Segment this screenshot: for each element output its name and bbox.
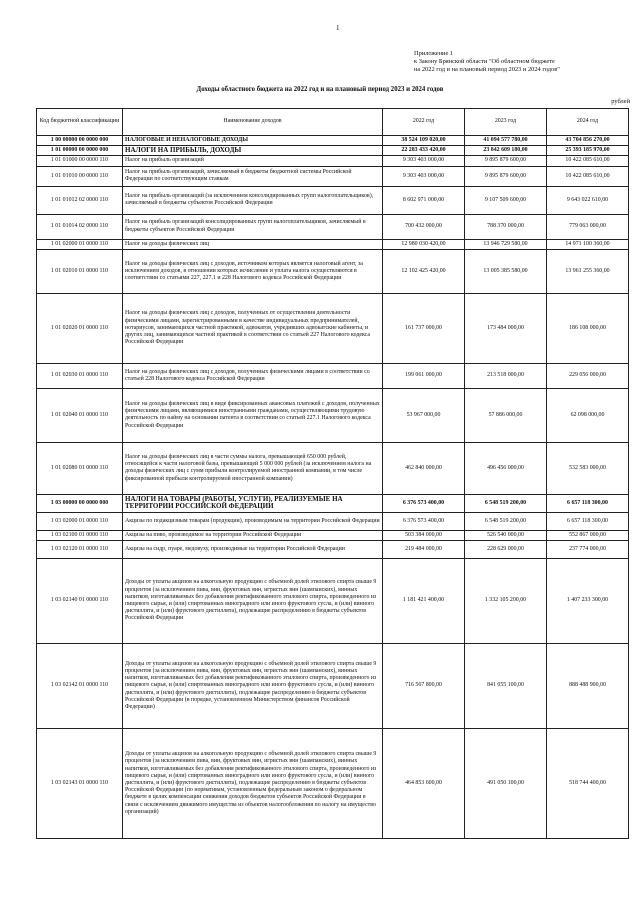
cell-name: Акцизы на сидр, пуаре, медовуху, производимые на территории Российской Федерации <box>123 541 383 559</box>
table-row <box>37 541 629 559</box>
page-number: 1 <box>336 24 340 32</box>
cell-amount-2024: 552 867 000,00 <box>547 530 629 540</box>
cell-amount-2023: 41 094 577 780,00 <box>465 136 547 146</box>
cell-code: 1 01 02020 01 0000 110 <box>37 293 123 363</box>
cell-amount-2023: 491 050 100,00 <box>465 729 547 839</box>
document-title: Доходы областного бюджета на 2022 год и на плановый период 2023 и 2024 годов <box>196 86 444 93</box>
cell-amount-2024: 10 422 085 610,00 <box>547 156 629 166</box>
table-row <box>37 293 629 363</box>
cell-amount-2022: 199 061 000,00 <box>383 363 465 388</box>
cell-name: Доходы от уплаты акцизов на алкогольную продукцию с объемной долей этилового спирта свыше 9 процентов (за исключением пива, вин, фруктовых вин, игристых вин (шампанских), винных напитков, изготавливаемых без добавления ректификованного этилового спирта, произведенного из пищевого сырья, и (или) спиртованных виноградного или иного фруктового сусла, и (или) винного дистиллята, и (или) фруктового дистиллята), подлежащие распределению в бюджеты субъектов Российской Федерации <box>123 559 383 644</box>
cell-amount-2023: 526 540 000,00 <box>465 530 547 540</box>
cell-amount-2024: 888 488 900,00 <box>547 644 629 729</box>
cell-amount-2024: 14 971 100 360,00 <box>547 239 629 249</box>
table-row <box>37 530 629 540</box>
table-body <box>37 136 629 839</box>
cell-amount-2024: 237 774 000,00 <box>547 541 629 559</box>
cell-code: 1 03 02140 01 0000 110 <box>37 559 123 644</box>
appendix-line-1: Приложение 1 <box>414 50 454 57</box>
cell-name: Доходы от уплаты акцизов на алкогольную продукцию с объемной долей этилового спирта свыше 9 процентов (за исключением пива, вин, фруктовых вин, игристых вин (шампанских), винных напитков, изготавливаемых без добавления ректификованного этилового спирта, произведенного из пищевого сырья, и (или) спиртованных виноградного или иного фруктового сусла, и (или) винного дистиллята, и (или) фруктового дистиллята), подлежащие распределению в бюджеты субъектов Российской Федерации (по нормативам, установленным федеральным законом о федеральном бюджете в целях компенсации снижения доходов бюджетов субъектов Российской Федерации в связи с исключением движимого имущества из объектов налогообложения по налогу на имущество организаций) <box>123 729 383 839</box>
cell-amount-2022: 9 303 403 000,00 <box>383 166 465 186</box>
cell-name: Налог на прибыль организаций консолидированных групп налогоплательщиков, зачисляемый в бюджеты субъектов Российской Федерации <box>123 214 383 239</box>
cell-amount-2024: 186 108 000,00 <box>547 293 629 363</box>
cell-amount-2022: 53 967 000,00 <box>383 388 465 442</box>
cell-code: 1 01 02030 01 0000 110 <box>37 363 123 388</box>
cell-name: Налог на доходы физических лиц в части суммы налога, превышающей 650 000 рублей, относящейся к части налоговой базы, превышающей 5 000 000 рублей (за исключением налога на доходы физических лиц с сумм прибыли контролируемой иностранной компании, в том числе фиксированной прибыли контролируемой иностранной компании) <box>123 442 383 494</box>
cell-amount-2022: 464 853 600,00 <box>383 729 465 839</box>
cell-name: Налог на доходы физических лиц в виде фиксированных авансовых платежей с доходов, полученных физическими лицами, являющимися иностранными гражданами, осуществляющими трудовую деятельность по найму на основании патента в соответствии со статьей 227.1 Налогового кодекса Российской Федерации <box>123 388 383 442</box>
cell-amount-2024: 13 961 255 360,00 <box>547 249 629 293</box>
cell-amount-2024: 10 422 085 610,00 <box>547 166 629 186</box>
cell-amount-2024: 43 704 856 270,00 <box>547 136 629 146</box>
cell-code: 1 03 02100 01 0000 110 <box>37 530 123 540</box>
cell-amount-2022: 6 376 573 400,00 <box>383 512 465 530</box>
cell-name: Налог на доходы физических лиц с доходов, источником которых является налоговый агент, за исключением доходов, в отношении которых исчисление и уплата налога осуществляются в соответствии со статьями 227, 227.1 и 228 Налогового кодекса Российской Федерации <box>123 249 383 293</box>
cell-amount-2022: 700 432 000,00 <box>383 214 465 239</box>
cell-amount-2024: 62 098 000,00 <box>547 388 629 442</box>
cell-amount-2022: 161 737 000,00 <box>383 293 465 363</box>
cell-amount-2023: 213 518 000,00 <box>465 363 547 388</box>
table-row <box>37 136 629 146</box>
cell-amount-2024: 518 744 400,00 <box>547 729 629 839</box>
cell-code: 1 01 02010 01 0000 110 <box>37 249 123 293</box>
table-row <box>37 239 629 249</box>
table-row <box>37 388 629 442</box>
cell-amount-2024: 6 657 118 300,00 <box>547 494 629 512</box>
cell-name: Доходы от уплаты акцизов на алкогольную продукцию с объемной долей этилового спирта свыше 9 процентов (за исключением пива, вин, фруктовых вин, игристых вин (шампанских), винных напитков, изготавливаемых без добавления ректификованного этилового спирта, произведенного из пищевого сырья, и (или) спиртованных виноградного или иного фруктового сусла, и (или) винного дистиллята, и (или) фруктового дистиллята), подлежащие распределению в бюджеты субъектов Российской Федерации (в порядке, установленном Министерством финансов Российской Федерации) <box>123 644 383 729</box>
cell-amount-2022: 8 602 971 000,00 <box>383 186 465 214</box>
cell-amount-2022: 12 980 030 420,00 <box>383 239 465 249</box>
table-row <box>37 363 629 388</box>
cell-code: 1 03 00000 00 0000 000 <box>37 494 123 512</box>
table-row <box>37 442 629 494</box>
cell-amount-2022: 462 840 000,00 <box>383 442 465 494</box>
cell-amount-2022: 503 384 000,00 <box>383 530 465 540</box>
cell-code: 1 01 00000 00 0000 000 <box>37 146 123 156</box>
cell-name: Налог на доходы физических лиц <box>123 239 383 249</box>
cell-code: 1 01 01014 02 0000 110 <box>37 214 123 239</box>
cell-amount-2023: 1 332 105 200,00 <box>465 559 547 644</box>
units-label: рублей <box>611 98 630 105</box>
cell-amount-2023: 496 456 000,00 <box>465 442 547 494</box>
cell-amount-2022: 1 181 421 400,00 <box>383 559 465 644</box>
cell-code: 1 03 02142 01 0000 110 <box>37 644 123 729</box>
table-row <box>37 559 629 644</box>
cell-name: Налог на прибыль организаций, зачисляемый в бюджеты бюджетной системы Российской Федерации по соответствующим ставкам <box>123 166 383 186</box>
table-header-row <box>37 109 629 136</box>
cell-amount-2023: 788 370 000,00 <box>465 214 547 239</box>
cell-code: 1 01 01000 00 0000 110 <box>37 156 123 166</box>
cell-amount-2023: 13 946 729 580,00 <box>465 239 547 249</box>
table-row <box>37 729 629 839</box>
cell-amount-2022: 9 303 403 000,00 <box>383 156 465 166</box>
cell-code: 1 03 02143 01 0000 110 <box>37 729 123 839</box>
cell-amount-2023: 9 107 509 600,00 <box>465 186 547 214</box>
cell-code: 1 00 00000 00 0000 000 <box>37 136 123 146</box>
cell-amount-2022: 6 376 573 400,00 <box>383 494 465 512</box>
cell-amount-2022: 716 567 800,00 <box>383 644 465 729</box>
header-2024: 2024 год <box>547 109 629 136</box>
header-code: Код бюджетной классификации <box>37 109 123 136</box>
header-name: Наименование доходов <box>123 109 383 136</box>
table-row <box>37 644 629 729</box>
cell-amount-2024: 532 583 000,00 <box>547 442 629 494</box>
table-row <box>37 166 629 186</box>
cell-amount-2024: 6 657 118 300,00 <box>547 512 629 530</box>
cell-amount-2024: 1 407 233 300,00 <box>547 559 629 644</box>
table-row <box>37 156 629 166</box>
cell-name: Налог на прибыль организаций <box>123 156 383 166</box>
cell-amount-2024: 25 393 185 970,00 <box>547 146 629 156</box>
header-2023: 2023 год <box>465 109 547 136</box>
cell-name: Акцизы на пиво, производимое на территории Российской Федерации <box>123 530 383 540</box>
cell-code: 1 03 02120 01 0000 110 <box>37 541 123 559</box>
cell-amount-2024: 9 643 022 610,00 <box>547 186 629 214</box>
cell-name: НАЛОГИ НА ТОВАРЫ (РАБОТЫ, УСЛУГИ), РЕАЛИЗУЕМЫЕ НА ТЕРРИТОРИИ РОССИЙСКОЙ ФЕДЕРАЦИИ <box>123 494 383 512</box>
cell-amount-2022: 219 484 000,00 <box>383 541 465 559</box>
cell-name: Налог на прибыль организаций (за исключением консолидированных групп налогоплательщиков), зачисляемый в бюджеты субъектов Российской Федерации <box>123 186 383 214</box>
cell-amount-2022: 12 102 425 420,00 <box>383 249 465 293</box>
cell-amount-2023: 57 886 000,00 <box>465 388 547 442</box>
cell-name: Акцизы по подакцизным товарам (продукции), производимым на территории Российской Федерации <box>123 512 383 530</box>
cell-amount-2023: 6 548 519 200,00 <box>465 494 547 512</box>
cell-amount-2023: 13 005 385 580,00 <box>465 249 547 293</box>
table-row <box>37 214 629 239</box>
cell-amount-2023: 228 629 000,00 <box>465 541 547 559</box>
cell-amount-2023: 6 548 519 200,00 <box>465 512 547 530</box>
cell-amount-2023: 23 842 609 180,00 <box>465 146 547 156</box>
cell-amount-2022: 38 524 109 020,00 <box>383 136 465 146</box>
table-row <box>37 249 629 293</box>
cell-name: Налог на доходы физических лиц с доходов, полученных физическими лицами в соответствии со статьей 228 Налогового кодекса Российской Федерации <box>123 363 383 388</box>
cell-code: 1 03 02000 01 0000 110 <box>37 512 123 530</box>
income-table <box>36 108 629 839</box>
cell-amount-2023: 9 895 879 600,00 <box>465 156 547 166</box>
cell-amount-2023: 9 895 879 600,00 <box>465 166 547 186</box>
table-row <box>37 186 629 214</box>
cell-name: НАЛОГОВЫЕ И НЕНАЛОГОВЫЕ ДОХОДЫ <box>123 136 383 146</box>
cell-code: 1 01 02080 01 0000 110 <box>37 442 123 494</box>
header-2022: 2022 год <box>383 109 465 136</box>
table-row <box>37 494 629 512</box>
cell-code: 1 01 01012 02 0000 110 <box>37 186 123 214</box>
table-row <box>37 512 629 530</box>
appendix-line-3: на 2022 год и на плановый период 2023 и 2024 годов" <box>414 66 560 73</box>
cell-amount-2024: 779 063 000,00 <box>547 214 629 239</box>
cell-name: Налог на доходы физических лиц с доходов, полученных от осуществления деятельности физическими лицами, зарегистрированными в качестве индивидуальных предпринимателей, нотариусов, занимающихся частной практикой, адвокатов, учредивших адвокатские кабинеты, и других лиц, занимающихся частной практикой в соответствии со статьей 227 Налогового кодекса Российской Федерации <box>123 293 383 363</box>
cell-code: 1 01 01010 00 0000 110 <box>37 166 123 186</box>
cell-amount-2024: 229 056 000,00 <box>547 363 629 388</box>
cell-code: 1 01 02040 01 0000 110 <box>37 388 123 442</box>
cell-amount-2023: 841 055 100,00 <box>465 644 547 729</box>
cell-amount-2023: 173 484 000,00 <box>465 293 547 363</box>
appendix-line-2: к Закону Брянской области "Об областном бюджете <box>414 58 555 65</box>
appendix-note <box>414 50 560 74</box>
cell-amount-2022: 22 283 433 420,00 <box>383 146 465 156</box>
cell-name: НАЛОГИ НА ПРИБЫЛЬ, ДОХОДЫ <box>123 146 383 156</box>
cell-code: 1 01 02000 01 0000 110 <box>37 239 123 249</box>
table-row <box>37 146 629 156</box>
